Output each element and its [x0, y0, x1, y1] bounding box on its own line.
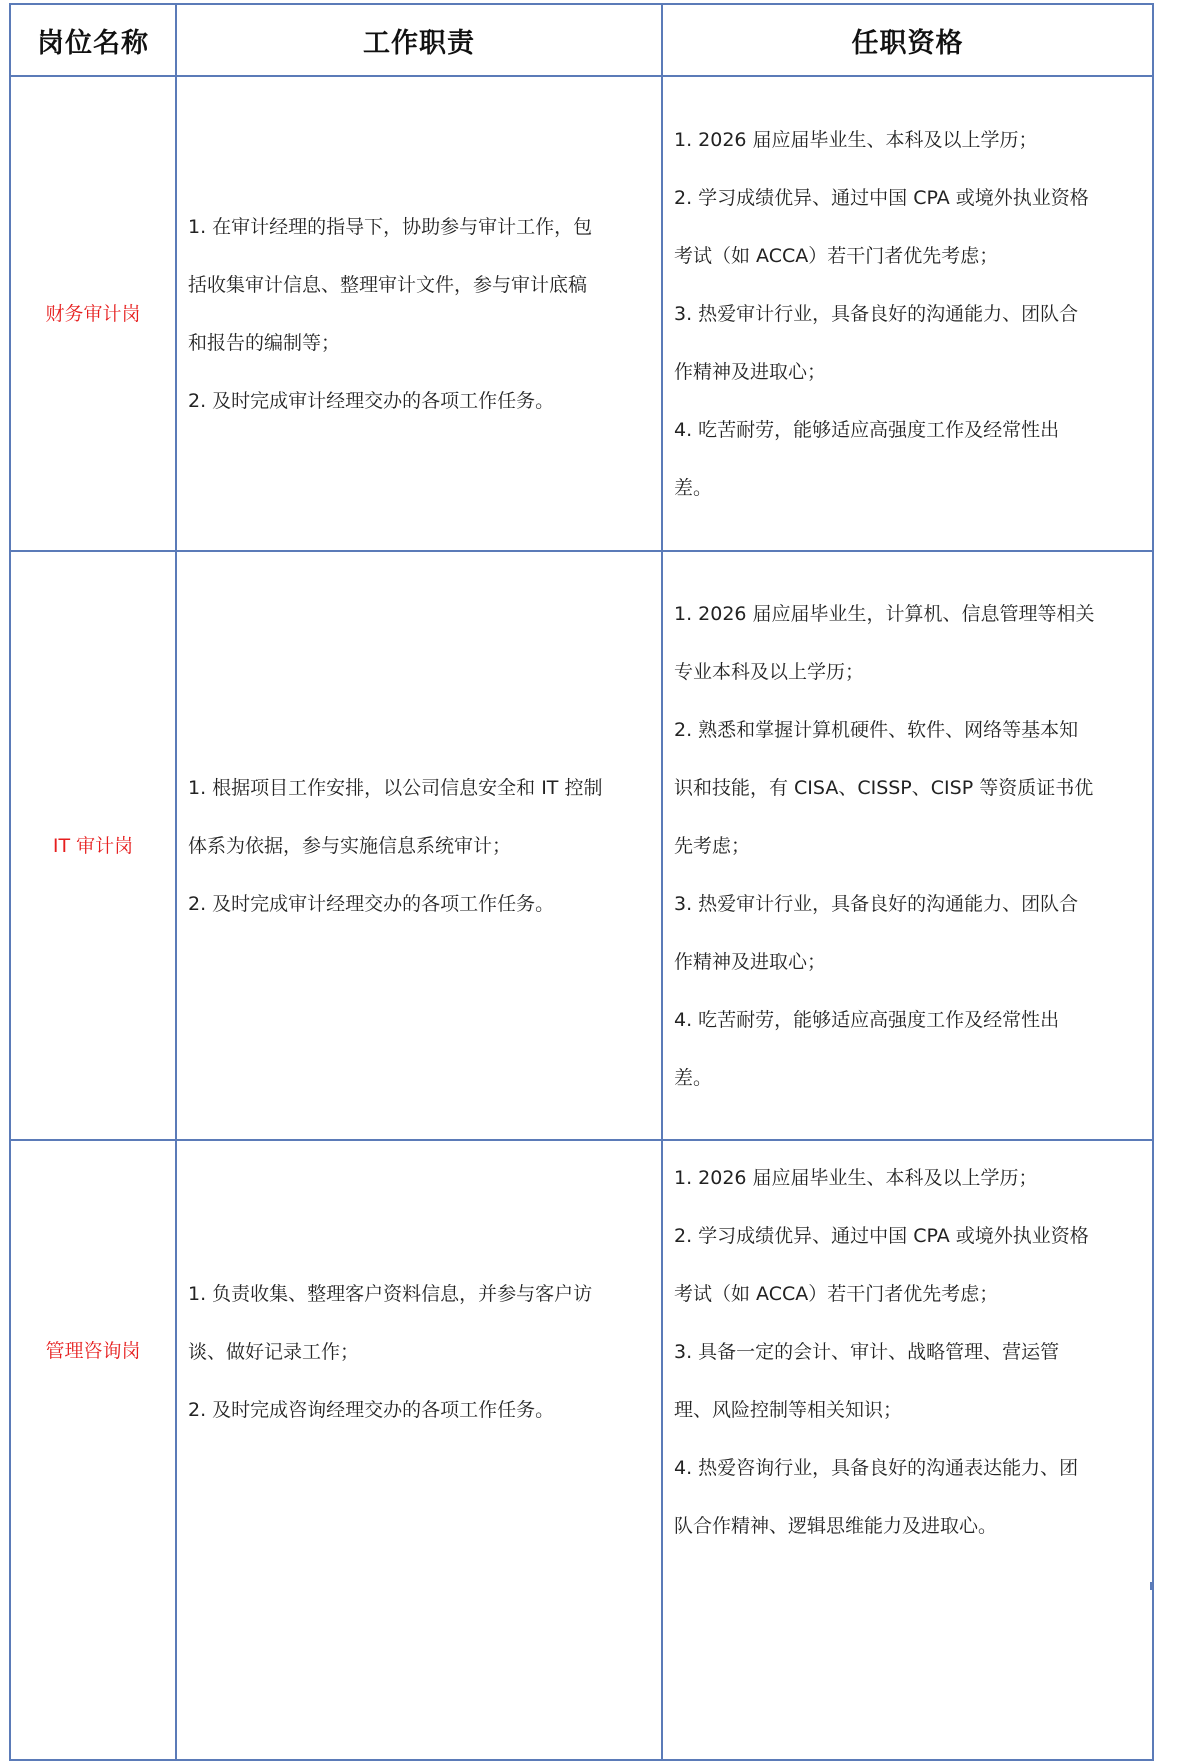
- header-position-name: 岗位名称: [10, 4, 176, 76]
- duty-line: 体系为依据，参与实施信息系统审计；: [188, 834, 512, 857]
- qualification-line: 考试（如 ACCA）若干门者优先考虑；: [674, 244, 999, 267]
- position-name-cell: 财务审计岗: [10, 76, 176, 551]
- qualification-line: 1. 2026 届应届毕业生，计算机、信息管理等相关: [674, 602, 1095, 625]
- qualification-line: 理、风险控制等相关知识；: [674, 1399, 903, 1421]
- next-row-border: [9, 1582, 1152, 1590]
- duty-line: 1. 负责收集、整理客户资料信息，并参与客户访: [188, 1283, 593, 1305]
- duties-cell: [176, 1140, 662, 1760]
- qualification-line: 1. 2026 届应届毕业生、本科及以上学历；: [674, 128, 1038, 151]
- qualification-line: 专业本科及以上学历；: [674, 660, 865, 683]
- duty-line: 1. 在审计经理的指导下，协助参与审计工作，包: [188, 215, 593, 238]
- table-row: [10, 1140, 1153, 1760]
- qualification-line: 队合作精神、逻辑思维能力及进取心。: [674, 1515, 998, 1537]
- duty-line: 谈、做好记录工作；: [188, 1341, 360, 1363]
- qualification-line: 4. 吃苦耐劳，能够适应高强度工作及经常性出: [674, 1008, 1060, 1031]
- duty-line: 括收集审计信息、整理审计文件，参与审计底稿: [188, 273, 588, 296]
- qualification-line: 作精神及进取心；: [674, 950, 827, 973]
- duties-cell: [176, 551, 662, 1140]
- qualification-line: 3. 热爱审计行业，具备良好的沟通能力、团队合: [674, 892, 1079, 915]
- header-job-duties: 工作职责: [176, 4, 662, 76]
- qualification-line: 识和技能，有 CISA、CISSP、CISP 等资质证书优: [674, 776, 1094, 799]
- duty-line: 1. 根据项目工作安排，以公司信息安全和 IT 控制: [188, 776, 603, 799]
- job-positions-table: [9, 3, 1154, 1761]
- qualification-line: 3. 具备一定的会计、审计、战略管理、营运管: [674, 1341, 1060, 1363]
- qualification-line: 3. 热爱审计行业，具备良好的沟通能力、团队合: [674, 302, 1079, 325]
- qualification-line: 差。: [674, 1066, 713, 1089]
- qualification-line: 差。: [674, 476, 713, 499]
- qualification-line: 考试（如 ACCA）若干门者优先考虑；: [674, 1283, 999, 1305]
- duty-line: 和报告的编制等；: [188, 331, 341, 354]
- qualification-line: 2. 学习成绩优异、通过中国 CPA 或境外执业资格: [674, 1225, 1089, 1247]
- duty-line: 2. 及时完成审计经理交办的各项工作任务。: [188, 389, 555, 412]
- qualification-line: 4. 吃苦耐劳，能够适应高强度工作及经常性出: [674, 418, 1060, 441]
- qualifications-cell: [662, 76, 1153, 551]
- qualification-line: 2. 学习成绩优异、通过中国 CPA 或境外执业资格: [674, 186, 1089, 209]
- qualifications-cell: [662, 551, 1153, 1140]
- qualification-line: 1. 2026 届应届毕业生、本科及以上学历；: [674, 1167, 1038, 1189]
- qualification-line: 先考虑；: [674, 834, 751, 857]
- header-qualifications: 任职资格: [662, 4, 1153, 76]
- table-header-row: [10, 4, 1153, 76]
- qualifications-cell: [662, 1140, 1153, 1760]
- position-name-cell: 管理咨询岗: [10, 1140, 176, 1760]
- qualification-line: 2. 熟悉和掌握计算机硬件、软件、网络等基本知: [674, 718, 1079, 741]
- table-row: [10, 76, 1153, 551]
- table-row: [10, 551, 1153, 1140]
- duty-line: 2. 及时完成审计经理交办的各项工作任务。: [188, 892, 555, 915]
- qualification-line: 4. 热爱咨询行业，具备良好的沟通表达能力、团: [674, 1457, 1079, 1479]
- qualification-line: 作精神及进取心；: [674, 360, 827, 383]
- position-name-cell: IT 审计岗: [10, 551, 176, 1140]
- duty-line: 2. 及时完成咨询经理交办的各项工作任务。: [188, 1399, 555, 1421]
- duties-cell: [176, 76, 662, 551]
